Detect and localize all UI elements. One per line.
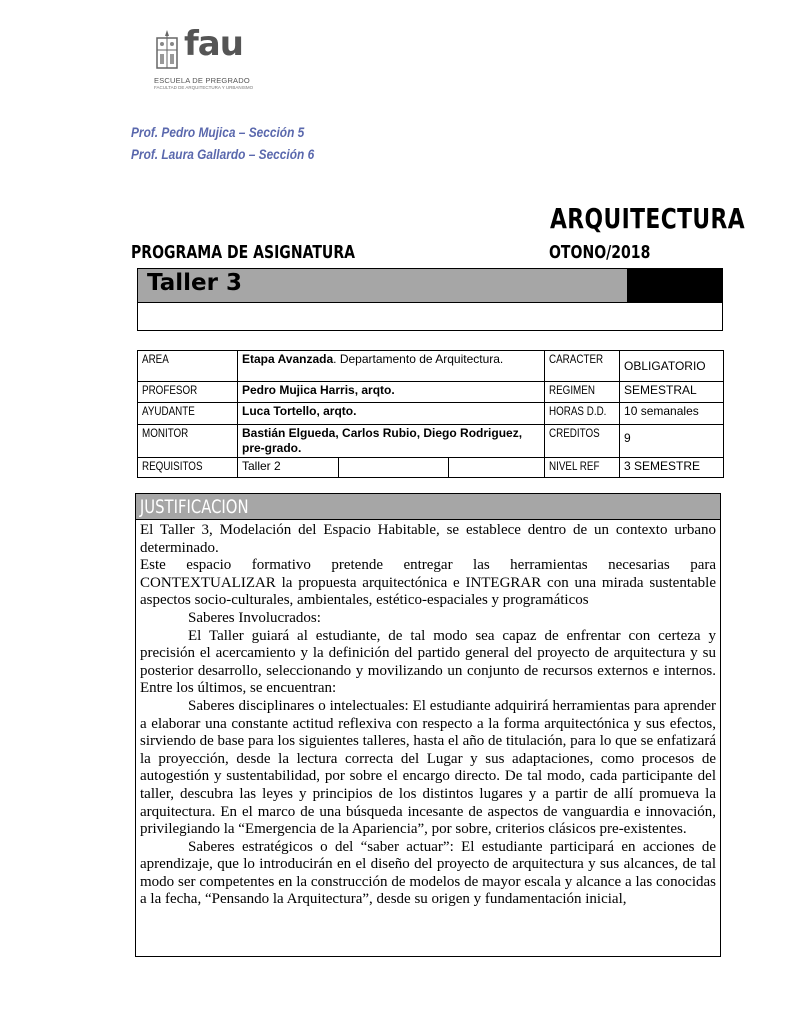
regimen-value: SEMESTRAL: [620, 382, 724, 403]
course-title-block: [628, 269, 722, 303]
program-heading: PROGRAMA DE ASIGNATURA: [131, 242, 356, 263]
paragraph: Este espacio formativo pretende entregar las herramientas necesarias para CONTEXTUALIZAR la propuesta arquitectónica e INTEGRAR con una mirada sustentable aspectos socio-culturales, ambientales, estético-espaciales y programáticos: [140, 557, 716, 609]
area-value: Etapa Avanzada. Departamento de Arquitectura.: [238, 351, 545, 382]
profesor-value: Pedro Mujica Harris, arqto.: [238, 382, 545, 403]
logo-subtitle-2: FACULTAD DE ARQUITECTURA Y URBANISMO: [154, 85, 254, 90]
term-heading: OTONO/2018: [549, 242, 651, 263]
requisitos-empty-1: [339, 458, 449, 478]
justificacion-section: [135, 493, 721, 957]
course-title: Taller 3: [147, 270, 242, 296]
ayudante-value: Luca Tortello, arqto.: [238, 403, 545, 425]
logo-subtitle: ESCUELA DE PREGRADO: [154, 76, 250, 85]
nivel-value: 3 SEMESTRE: [620, 458, 724, 478]
profesor-label: PROFESOR: [138, 382, 238, 403]
horas-label: HORAS D.D.: [545, 403, 620, 425]
nivel-label: NIVEL REF: [545, 458, 620, 478]
justificacion-body: [136, 520, 720, 909]
requisitos-value: Taller 2: [238, 458, 339, 478]
paragraph: Saberes estratégicos o del “saber actuar”: El estudiante participará en acciones de aprendizaje, que lo introducirán en el diseño del proyecto de arquitectura y sus alcances, de tal modo ser competentes en la construcción de modelos de mayor escala y alcance a las conocidas a la fecha, “Pensando la Arquitectura”, desde su origen y fundamentación inicial,: [140, 838, 716, 908]
course-title-bar: [138, 269, 628, 303]
logo-brand: fau: [184, 24, 243, 64]
caracter-value: OBLIGATORIO: [620, 351, 724, 382]
creditos-value: 9: [620, 425, 724, 458]
course-title-box: [137, 268, 723, 331]
regimen-label: REGIMEN: [545, 382, 620, 403]
professor-line-1: Prof. Pedro Mujica – Sección 5: [131, 124, 305, 140]
professor-line-2: Prof. Laura Gallardo – Sección 6: [131, 146, 315, 162]
caracter-label: CARACTER: [545, 351, 620, 382]
page-title: ARQUITECTURA: [550, 202, 746, 235]
justificacion-heading: JUSTIFICACION: [139, 496, 249, 518]
paragraph: El Taller 3, Modelación del Espacio Habitable, se establece dentro de un contexto urbano determinado.: [140, 522, 716, 556]
paragraph: El Taller guiará al estudiante, de tal modo sea capaz de enfrentar con certeza y precisión el acercamiento y la definición del partido general del proyecto de arquitectura y su posterior desarrollo, seleccionando y movilizando un conjunto de recursos externos e internos. Entre los últimos, se encuentran:: [140, 627, 716, 697]
creditos-label: CREDITOS: [545, 425, 620, 458]
requisitos-label: REQUISITOS: [138, 458, 238, 478]
monitor-label: MONITOR: [138, 425, 238, 458]
justificacion-header: [136, 494, 720, 520]
monitor-value: Bastián Elgueda, Carlos Rubio, Diego Rodriguez, pre-grado.: [238, 425, 545, 458]
university-seal-icon: [154, 28, 180, 72]
paragraph: Saberes disciplinares o intelectuales: El estudiante adquirirá herramientas para aprender a elaborar una constante actitud reflexiva con respecto a la forma arquitectónica y sus efectos, sirviendo de base para los siguientes talleres, hasta el año de titulación, para lo que se enfatizará la proyección, desde la lectura correcta del Lugar y sus adaptaciones, como procesos de autogestión y sustentabilidad, por sobre el encargo directo. De tal modo, cada participante del taller, descubra las leyes y principios de los distintos lugares y a partir de allí promueva la arquitectura. En el marco de una búsqueda incesante de aspectos de vanguardia e innovación, privilegiando la “Emergencia de la Apariencia”, por sobre, criterios clásicos pre-existentes.: [140, 697, 716, 838]
paragraph: Saberes Involucrados:: [188, 609, 321, 626]
horas-value: 10 semanales: [620, 403, 724, 425]
area-label: AREA: [138, 351, 238, 382]
requisitos-empty-2: [449, 458, 545, 478]
course-info-table: [137, 350, 724, 478]
ayudante-label: AYUDANTE: [138, 403, 238, 425]
fau-logo: [152, 24, 262, 98]
